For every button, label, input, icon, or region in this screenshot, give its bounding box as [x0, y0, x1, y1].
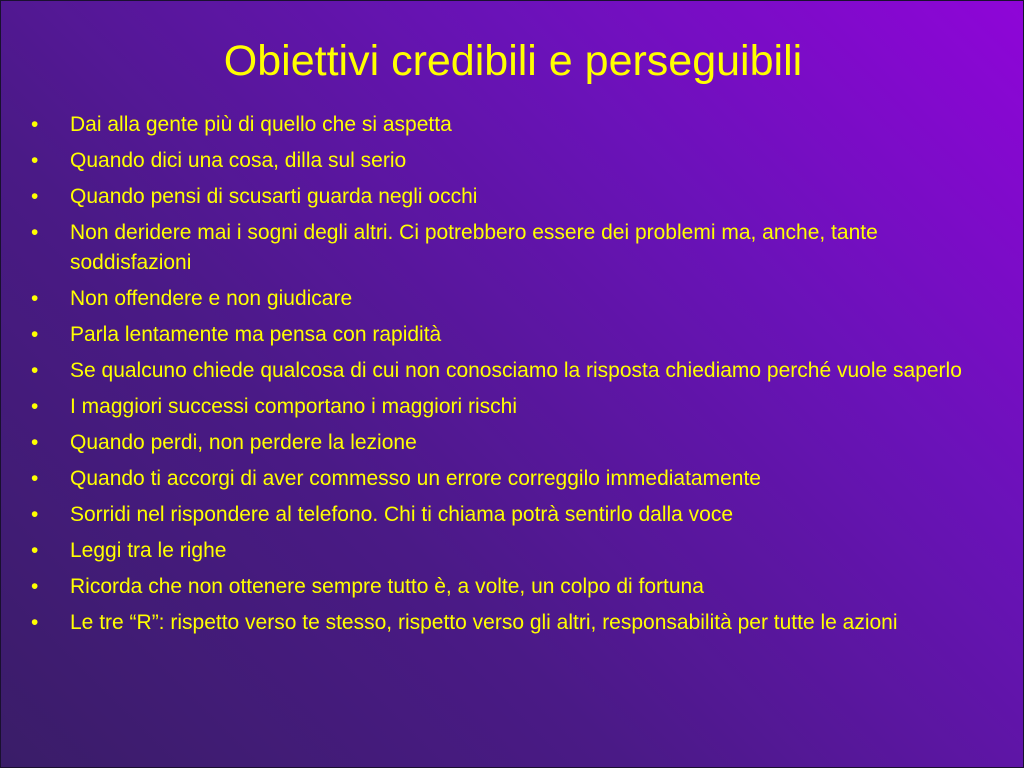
bullet-item [28, 182, 1003, 212]
bullet-text: Leggi tra le righe [70, 539, 227, 562]
bullet-marker: • [31, 359, 39, 382]
bullet-item [28, 320, 1003, 350]
bullet-marker: • [31, 503, 39, 526]
bullet-text: Non deridere mai i sogni degli altri. Ci potrebbero essere dei problemi ma, anche, tante soddisfazioni [70, 221, 878, 274]
bullet-item [28, 356, 1003, 386]
bullet-text: I maggiori successi comportano i maggiori rischi [70, 395, 517, 418]
bullet-marker: • [31, 431, 39, 454]
bullet-text: Ricorda che non ottenere sempre tutto è, a volte, un colpo di fortuna [70, 575, 704, 598]
bullet-marker: • [31, 149, 39, 172]
bullet-item [28, 464, 1003, 494]
bullet-marker: • [31, 611, 39, 634]
bullet-marker: • [31, 395, 39, 418]
bullet-text: Parla lentamente ma pensa con rapidità [70, 323, 442, 346]
bullet-marker: • [31, 539, 39, 562]
bullet-marker: • [31, 221, 39, 244]
bullet-text: Le tre “R”: rispetto verso te stesso, rispetto verso gli altri, responsabilità per tutte le azioni [70, 611, 898, 634]
bullet-text: Se qualcuno chiede qualcosa di cui non conosciamo la risposta chiediamo perché vuole saperlo [70, 359, 962, 382]
bullet-text: Quando pensi di scusarti guarda negli occhi [70, 185, 478, 208]
bullet-text: Non offendere e non giudicare [70, 287, 353, 310]
bullet-item [28, 608, 1003, 638]
bullet-marker: • [31, 113, 39, 136]
bullet-marker: • [31, 467, 39, 490]
bullet-marker: • [31, 287, 39, 310]
bullet-text: Quando perdi, non perdere la lezione [70, 431, 417, 454]
bullet-marker: • [31, 185, 39, 208]
bullet-text: Sorridi nel rispondere al telefono. Chi ti chiama potrà sentirlo dalla voce [70, 503, 734, 526]
bullet-item [28, 428, 1003, 458]
bullet-item [28, 110, 1003, 140]
slide-title: Obiettivi credibili e perseguibili [223, 37, 803, 85]
bullet-text: Dai alla gente più di quello che si aspetta [70, 113, 452, 136]
bullet-item [28, 536, 1003, 566]
bullet-item [28, 218, 1003, 278]
bullet-marker: • [31, 323, 39, 346]
bullet-item [28, 146, 1003, 176]
bullet-marker: • [31, 575, 39, 598]
bullet-item [28, 392, 1003, 422]
bullet-list [28, 110, 1003, 644]
bullet-item [28, 572, 1003, 602]
bullet-item [28, 284, 1003, 314]
bullet-text: Quando dici una cosa, dilla sul serio [70, 149, 407, 172]
bullet-item [28, 500, 1003, 530]
bullet-text: Quando ti accorgi di aver commesso un errore correggilo immediatamente [70, 467, 761, 490]
